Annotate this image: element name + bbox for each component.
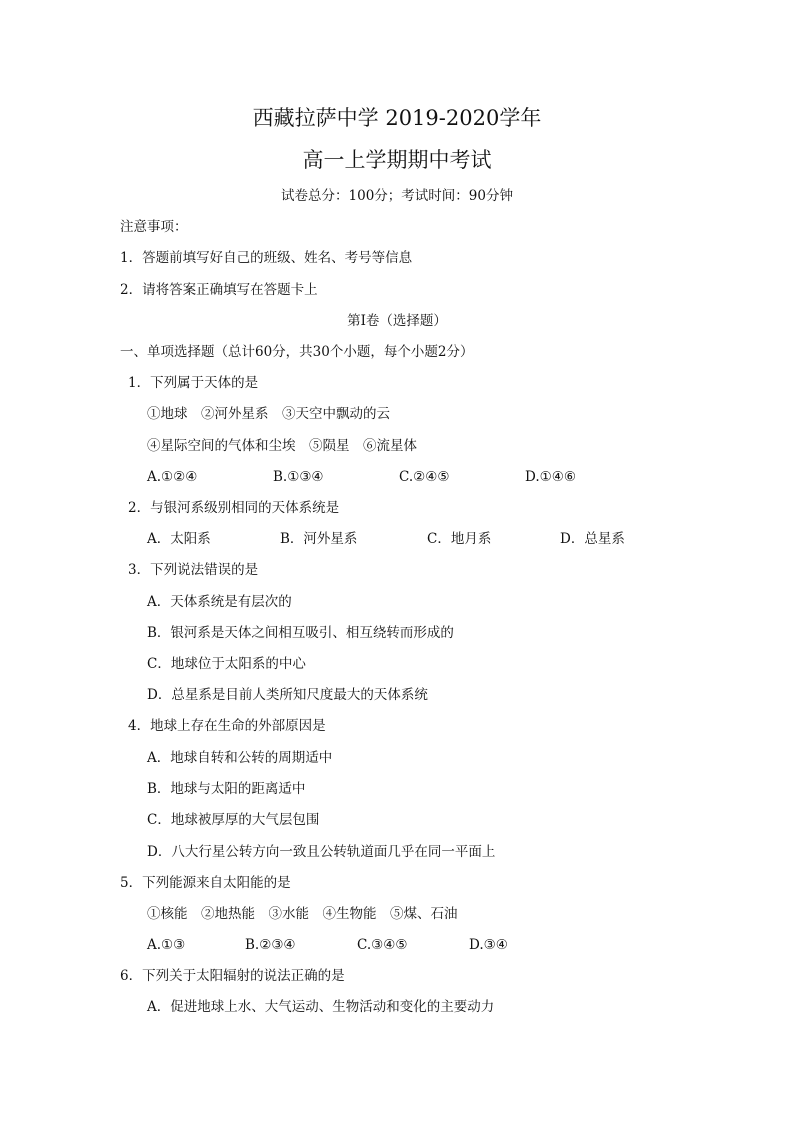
question-6-option-a: A．促进地球上水、大气运动、生物活动和变化的主要动力	[147, 999, 495, 1015]
notes-heading: 注意事项：	[120, 219, 188, 235]
part-title: 第I卷（选择题）	[347, 313, 447, 329]
question-4-stem: 4．地球上存在生命的外部原因是	[128, 718, 326, 734]
question-2-option-a: A．太阳系	[147, 531, 211, 547]
question-5-option-c: C.③④⑤	[357, 937, 408, 953]
question-2-option-b: B．河外星系	[280, 531, 358, 547]
question-1-option-a: A.①②④	[147, 469, 198, 485]
question-4-option-a: A．地球自转和公转的周期适中	[147, 750, 333, 766]
question-1-item-1: ①地球 ②河外星系 ③天空中飘动的云	[147, 406, 390, 422]
question-4-option-b: B．地球与太阳的距离适中	[147, 781, 306, 797]
question-5-option-d: D.③④	[469, 937, 508, 953]
question-3-option-a: A．天体系统是有层次的	[147, 594, 292, 610]
notes-item-2: 2．请将答案正确填写在答题卡上	[120, 282, 318, 298]
question-1-option-d: D.①④⑥	[525, 469, 576, 485]
question-3-option-c: C．地球位于太阳系的中心	[147, 656, 306, 672]
question-6-stem: 6．下列关于太阳辐射的说法正确的是	[120, 968, 345, 984]
question-4-option-d: D．八大行星公转方向一致且公转轨道面几乎在同一平面上	[147, 844, 496, 860]
question-1-option-c: C.②④⑤	[399, 469, 450, 485]
question-2-option-c: C．地月系	[427, 531, 492, 547]
notes-item-1: 1．答题前填写好自己的班级、姓名、考号等信息	[120, 250, 413, 266]
question-1-option-b: B.①③④	[273, 469, 324, 485]
exam-title-line1: 西藏拉萨中学 2019-2020学年	[252, 106, 542, 130]
question-1-stem: 1．下列属于天体的是	[128, 375, 259, 391]
exam-subtitle: 试卷总分：100分；考试时间：90分钟	[281, 188, 513, 204]
question-5-option-b: B.②③④	[245, 937, 296, 953]
question-2-option-d: D．总星系	[560, 531, 625, 547]
exam-title-line2: 高一上学期期中考试	[302, 148, 492, 172]
section-heading: 一、单项选择题（总计60分，共30个小题，每个小题2分）	[120, 344, 474, 360]
question-4-option-c: C．地球被厚厚的大气层包围	[147, 812, 320, 828]
question-5-option-a: A.①③	[147, 937, 186, 953]
question-3-option-b: B．银河系是天体之间相互吸引、相互绕转而形成的	[147, 625, 454, 641]
question-3-option-d: D．总星系是目前人类所知尺度最大的天体系统	[147, 687, 428, 703]
question-5-item-1: ①核能 ②地热能 ③水能 ④生物能 ⑤煤、石油	[147, 906, 458, 922]
question-3-stem: 3．下列说法错误的是	[128, 562, 259, 578]
question-2-stem: 2．与银河系级别相同的天体系统是	[128, 500, 340, 516]
question-5-stem: 5．下列能源来自太阳能的是	[120, 875, 291, 891]
question-1-item-2: ④星际空间的气体和尘埃 ⑤陨星 ⑥流星体	[147, 438, 417, 454]
